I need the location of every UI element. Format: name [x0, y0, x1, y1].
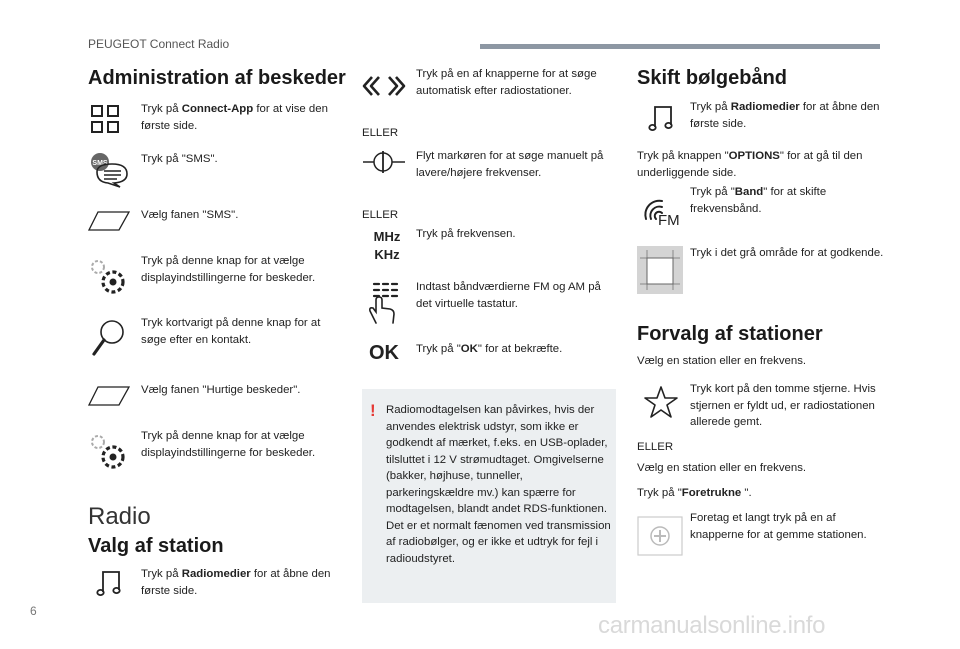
- warning-icon: !: [370, 401, 376, 420]
- section-heading-station: Valg af station: [88, 535, 224, 557]
- band-item-2-text: Tryk på "Band" for at skifte frekvensbånd.: [690, 186, 827, 215]
- header-bar: [480, 44, 880, 49]
- warning-text: Radiomodtagelsen kan påvirkes, hvis der anvendes elektrisk udstyr, som ikke er godkendt af mærket, f.eks. en USB-oplader, tilsluttet i 12 V strømudtaget. Omgivelserne (bakker, højhuse, tunneller, parkeringskældre mv.) kan spærre for modtagelsen, blandt andet RDS-funktionen. Det er et normalt fænomen ved transmission af radiobølger, og er ikke et udtryk for fejl i radioudstyret.: [386, 404, 611, 565]
- or-label: ELLER: [362, 209, 399, 221]
- preset-paragraph-1: Vælg en station eller en frekvens.: [637, 355, 807, 367]
- or-label: ELLER: [362, 127, 399, 139]
- fm-label: FM: [658, 212, 680, 227]
- grey-area-icon[interactable]: [637, 246, 683, 294]
- section-heading-band: Skift bølgebånd: [637, 67, 787, 89]
- svg-text:SMS: SMS: [92, 160, 108, 167]
- tab-icon: [88, 210, 130, 232]
- col2-item-5-text: Tryk på "OK" for at bekræfte.: [416, 343, 563, 355]
- col2-item-2-text: Flyt markøren for at søge manuelt på lavere/højere frekvenser.: [416, 150, 604, 179]
- music-note-icon: [96, 569, 122, 597]
- document-header: PEUGEOT Connect Radio: [88, 37, 230, 51]
- fm-band-icon[interactable]: [640, 193, 684, 227]
- search-icon: [90, 318, 126, 358]
- col1-item-1-text: Tryk på Connect-App for at vise den første side.: [141, 103, 328, 132]
- keypad-icon: [366, 281, 402, 325]
- col2-item-3-text: Tryk på frekvensen.: [416, 228, 516, 240]
- station-item-text: Tryk på Radiomedier for at åbne den første side.: [141, 568, 331, 597]
- page-number: 6: [30, 604, 37, 618]
- add-preset-icon[interactable]: [637, 516, 683, 556]
- col1-item-4-text: Tryk på denne knap for at vælge displayindstillingerne for beskeder.: [141, 255, 316, 284]
- section-heading-messages: Administration af beskeder: [88, 67, 346, 89]
- warning-box: [362, 389, 616, 603]
- preset-paragraph-2: Vælg en station eller en frekvens.: [637, 462, 807, 474]
- col2-item-1-text: Tryk på en af knapperne for at søge automatisk efter radiostationer.: [416, 68, 597, 97]
- music-note-icon: [648, 104, 674, 132]
- preset-paragraph-3: Tryk på "Foretrukne ".: [637, 487, 752, 499]
- band-item-3-text: Tryk i det grå område for at godkende.: [690, 247, 884, 259]
- band-paragraph: Tryk på knappen "OPTIONS" for at gå til den underliggende side.: [637, 150, 863, 179]
- col1-item-3-text: Vælg fanen "SMS".: [141, 209, 239, 221]
- mhz-label: MHz: [373, 229, 401, 244]
- col1-item-6-text: Vælg fanen "Hurtige beskeder".: [141, 384, 301, 396]
- sms-bubble-icon: [90, 152, 130, 188]
- band-item-1-text: Tryk på Radiomedier for at åbne den første side.: [690, 101, 880, 130]
- tab-icon: [88, 385, 130, 407]
- ok-icon[interactable]: OK: [369, 342, 399, 364]
- grid-apps-icon: [90, 104, 120, 134]
- or-label: ELLER: [637, 441, 674, 453]
- khz-label: KHz: [374, 247, 400, 262]
- section-heading-presets: Forvalg af stationer: [637, 323, 823, 345]
- settings-gears-icon: [88, 431, 128, 471]
- slider-cursor-icon: [362, 150, 406, 174]
- col2-item-4-text: Indtast båndværdierne FM og AM på det virtuelle tastatur.: [416, 281, 601, 310]
- seek-arrows-icon: [362, 75, 406, 97]
- settings-gears-icon: [88, 256, 128, 296]
- preset-item-1-text: Tryk kort på den tomme stjerne. Hvis stjernen er fyldt ud, er radiostationen allerede gemt.: [690, 383, 876, 428]
- preset-item-2-text: Foretag et langt tryk på en af knapperne for at gemme stationen.: [690, 512, 867, 541]
- col1-item-5-text: Tryk kortvarigt på denne knap for at søge efter en kontakt.: [141, 317, 321, 346]
- mhz-khz-icon[interactable]: [370, 228, 404, 264]
- watermark: carmanualsonline.info: [598, 612, 826, 639]
- col1-item-2-text: Tryk på "SMS".: [141, 153, 218, 165]
- star-icon[interactable]: [643, 385, 679, 419]
- radio-heading: Radio: [88, 503, 151, 530]
- col1-item-7-text: Tryk på denne knap for at vælge displayindstillingerne for beskeder.: [141, 430, 316, 459]
